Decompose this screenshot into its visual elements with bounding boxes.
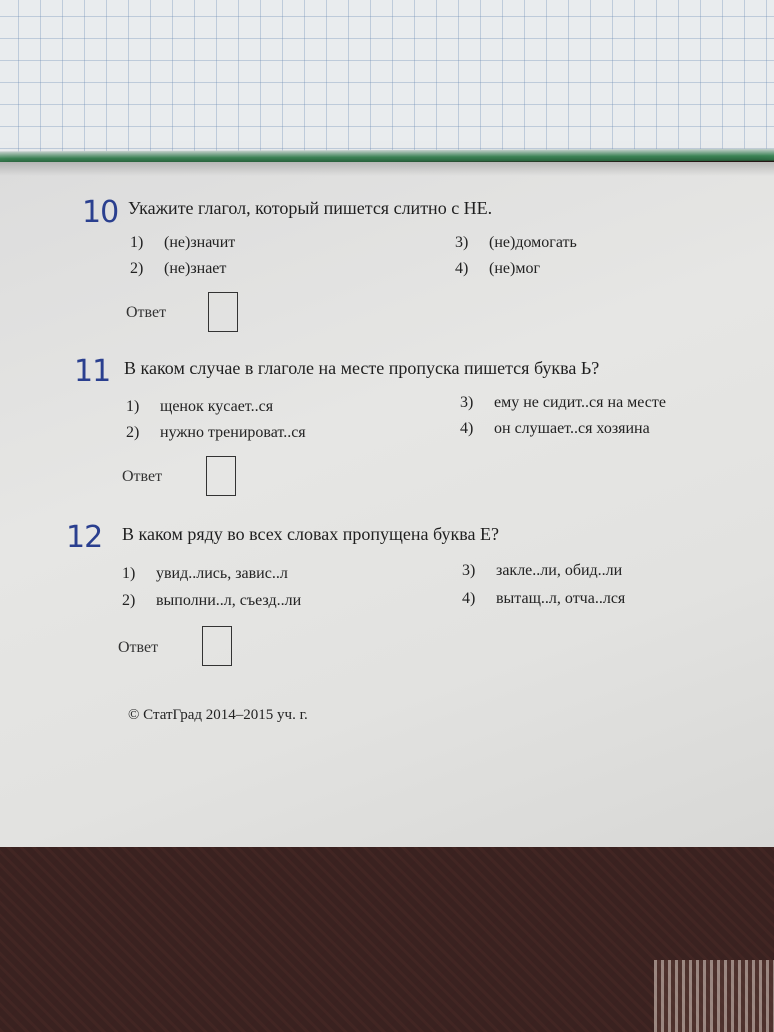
option: 2) выполни..л, съезд..ли bbox=[122, 592, 302, 609]
answer-label: Ответ bbox=[118, 639, 159, 656]
handwritten-task-number: 12 bbox=[66, 520, 103, 555]
answer-box[interactable] bbox=[202, 626, 232, 666]
copyright-notice: © СтатГрад 2014–2015 уч. г. bbox=[128, 707, 308, 723]
option: 3) закле..ли, обид..ли bbox=[462, 562, 623, 579]
table-pattern bbox=[654, 960, 774, 1032]
option: 4) он слушает..ся хозяина bbox=[460, 420, 650, 437]
option: 1) (не)значит bbox=[130, 234, 236, 251]
option: 2) (не)знает bbox=[130, 260, 227, 277]
graph-paper-notebook bbox=[0, 0, 774, 160]
answer-box[interactable] bbox=[208, 292, 238, 332]
option: 3) ему не сидит..ся на месте bbox=[460, 394, 666, 411]
task-question: В каком ряду во всех словах пропущена буква Е? bbox=[122, 524, 499, 544]
answer-box[interactable] bbox=[206, 456, 236, 496]
test-sheet bbox=[0, 162, 774, 847]
handwritten-task-number: 11 bbox=[74, 354, 111, 389]
answer-label: Ответ bbox=[122, 468, 163, 485]
task-question: В каком случае в глаголе на месте пропуска пишется буква Ь? bbox=[124, 358, 600, 378]
option: 3) (не)домогать bbox=[455, 234, 577, 251]
option: 1) увид..лись, завис..л bbox=[122, 565, 288, 582]
option: 4) вытащ..л, отча..лся bbox=[462, 590, 626, 607]
option: 2) нужно тренироват..ся bbox=[126, 424, 306, 441]
option: 4) (не)мог bbox=[455, 260, 541, 277]
sheet-shadow bbox=[0, 162, 774, 176]
option: 1) щенок кусает..ся bbox=[126, 398, 274, 415]
answer-label: Ответ bbox=[126, 304, 167, 321]
task-question: Укажите глагол, который пишется слитно с НЕ. bbox=[128, 198, 493, 218]
handwritten-task-number: 10 bbox=[82, 195, 119, 230]
